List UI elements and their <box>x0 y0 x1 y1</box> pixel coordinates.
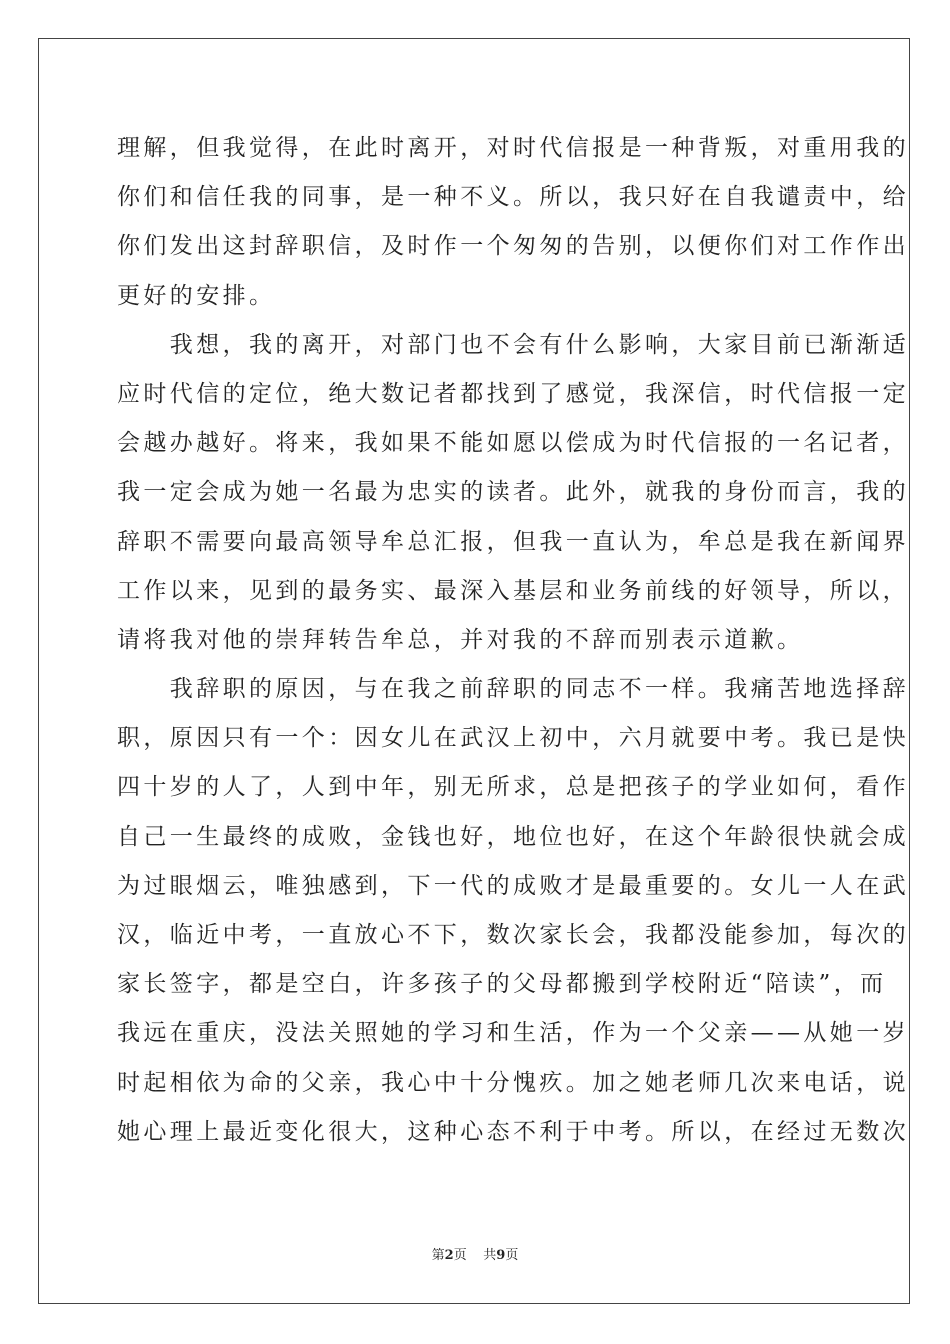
total-suffix: 页 <box>505 1248 519 1263</box>
text-line: 你们发出这封辞职信，及时作一个匆匆的告别，以便你们对工作作出 <box>117 233 909 260</box>
page-current: 2 <box>444 1248 454 1263</box>
text-line: 家长签字，都是空白，许多孩子的父母都搬到学校附近“陪读”，而 <box>117 971 887 998</box>
text-line: 为过眼烟云，唯独感到，下一代的成败才是最重要的。女儿一人在武 <box>117 872 909 899</box>
text-line: 工作以来，见到的最务实、最深入基层和业务前线的好领导，所以， <box>117 577 909 604</box>
document-body <box>117 124 909 1157</box>
page-footer <box>0 1247 950 1265</box>
text-line: 应时代信的定位，绝大数记者都找到了感觉，我深信，时代信报一定 <box>117 380 909 407</box>
text-line: 我一定会成为她一名最为忠实的读者。此外，就我的身份而言，我的 <box>117 479 909 506</box>
text-line: 你们和信任我的同事，是一种不义。所以，我只好在自我谴责中，给 <box>117 184 909 211</box>
text-line: 她心理上最近变化很大，这种心态不利于中考。所以，在经过无数次 <box>117 1118 909 1145</box>
total-pages: 9 <box>496 1248 506 1263</box>
text-line: 四十岁的人了，人到中年，别无所求，总是把孩子的学业如何，看作 <box>117 774 909 801</box>
text-line: 我辞职的原因，与在我之前辞职的同志不一样。我痛苦地选择辞 <box>117 676 909 703</box>
text-line: 自己一生最终的成败，金钱也好，地位也好，在这个年龄很快就会成 <box>117 823 909 850</box>
text-line: 汉，临近中考，一直放心不下，数次家长会，我都没能参加，每次的 <box>117 922 909 948</box>
page-prefix: 第 <box>431 1248 445 1263</box>
text-line: 我远在重庆，没法关照她的学习和生活，作为一个父亲——从她一岁 <box>117 1020 909 1047</box>
total-prefix: 共 <box>483 1248 497 1263</box>
text-line: 时起相依为命的父亲，我心中十分愧疚。加之她老师几次来电话，说 <box>117 1069 909 1096</box>
text-line: 理解，但我觉得，在此时离开，对时代信报是一种背叛，对重用我的 <box>117 135 909 161</box>
text-line: 我想，我的离开，对部门也不会有什么影响，大家目前已渐渐适 <box>117 331 909 358</box>
text-line: 辞职不需要向最高领导牟总汇报，但我一直认为，牟总是我在新闻界 <box>117 528 909 555</box>
page-suffix: 页 <box>453 1248 467 1263</box>
text-line: 职，原因只有一个：因女儿在武汉上初中，六月就要中考。我已是快 <box>117 725 909 752</box>
text-line: 请将我对他的崇拜转告牟总，并对我的不辞而别表示道歉。 <box>117 626 804 653</box>
text-line: 更好的安排。 <box>117 282 276 309</box>
text-line: 会越办越好。将来，我如果不能如愿以偿成为时代信报的一名记者， <box>117 430 909 457</box>
